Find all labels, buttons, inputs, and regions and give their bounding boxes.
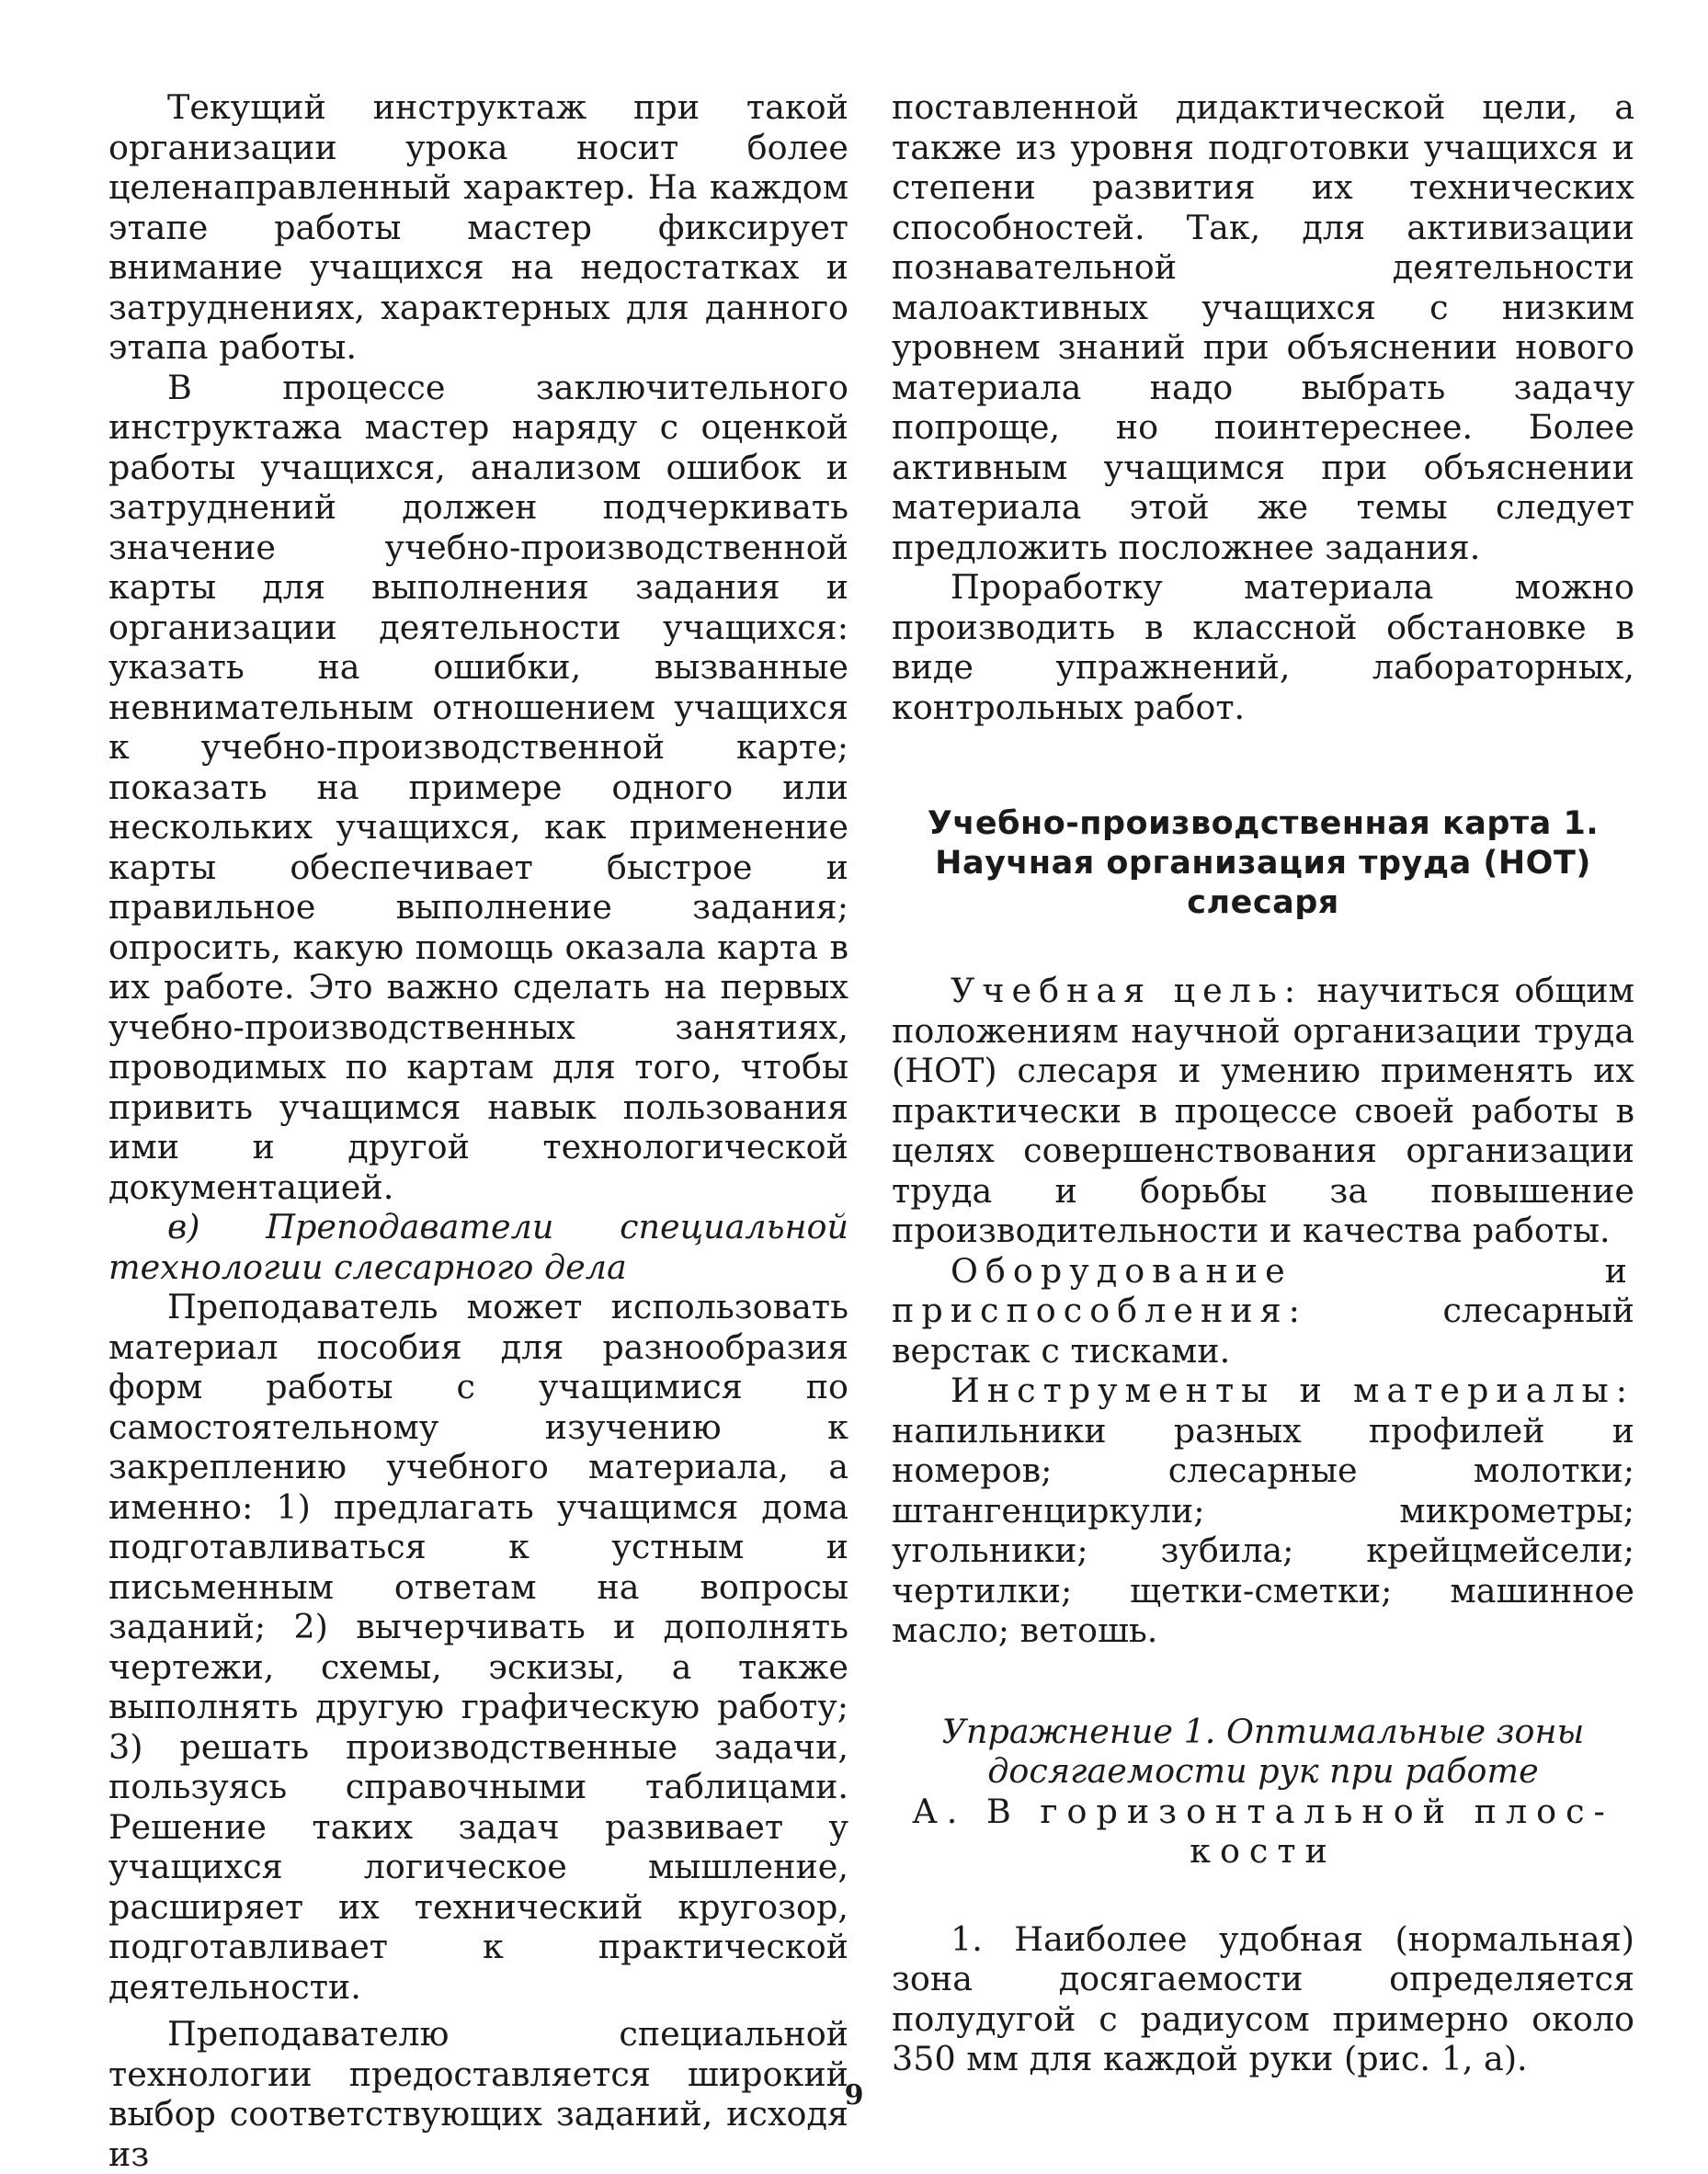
goal-label: Учебная цель:: [951, 971, 1304, 1010]
right-column: [892, 87, 1634, 2079]
exercise-title-line: Упражнение 1. Оптимальные зоны: [941, 1711, 1585, 1751]
left-column: [108, 87, 848, 2174]
tools-paragraph: [892, 1371, 1634, 1651]
subtitle-line: кости: [1190, 1831, 1337, 1871]
heading-line: Учебно-производственная карта 1.: [927, 805, 1600, 842]
goal-text: научиться общим положениям научной организации труда (НОТ) слесаря и умению применять их практически в процессе своей работы в целях совершенствования организации труда и борьбы за повышение производительности и качества работы.: [892, 971, 1634, 1250]
goal-paragraph: [892, 971, 1634, 1251]
exercise-title-line: досягаемости рук при работе: [987, 1751, 1539, 1791]
equipment-label: Оборудование и приспособления:: [892, 1250, 1634, 1330]
tools-label: Инструменты и материалы:: [951, 1371, 1634, 1410]
paragraph: Текущий инструктаж при такой организации урока носит более целенаправленный характер. На каждом этапе работы мастер фиксирует внимание учащихся на недостатках и затруднениях, характерных для данного этапа работы.: [108, 87, 848, 367]
page-number: 9: [844, 2079, 864, 2111]
equipment-text: слесарный верстак с тисками.: [892, 1291, 1634, 1371]
paragraph: 1. Наиболее удобная (нормальная) зона досягаемости определяется полудугой с радиусом примерно около 350 мм для каждой руки (рис. 1, а).: [892, 1918, 1634, 2078]
paragraph: Преподавателю специальной технологии предоставляется широкий выбор соответствующих заданий, исходя из: [108, 2014, 848, 2174]
heading-line: слесаря: [1187, 884, 1339, 921]
equipment-paragraph: [892, 1251, 1634, 1372]
subtitle-line: А. В горизонтальной плос-: [912, 1791, 1614, 1831]
exercise-title: [892, 1712, 1634, 1792]
paragraph: поставленной дидактической цели, а также из уровня подготовки учащихся и степени развития их технических способностей. Так, для активизации познавательной деятельности малоактивных учащихся с низким уровнем знаний при объяснении нового материала надо выбрать задачу попроще, но поинтереснее. Более активным учащимся при объяснении материала этой же темы следует предложить посложнее задания.: [892, 87, 1634, 567]
heading-line: Научная организация труда (НОТ): [935, 845, 1591, 882]
section-subheading: в) Преподаватели специальной технологии слесарного дела: [108, 1207, 848, 1287]
paragraph: В процессе заключительного инструктажа мастер наряду с оценкой работы учащихся, анализом ошибок и затруднений должен подчеркивать значение учебно-производственной карты для выполнения задания и организации деятельности учащихся: указать на ошибки, вызванные невнимательным отношением учащихся к учебно-производственной карте; показать на примере одного или нескольких учащихся, как применение карты обеспечивает быстрое и правильное выполнение задания; опросить, какую помощь оказала карта в их работе. Это важно сделать на первых учебно-производственных занятиях, проводимых по картам для того, чтобы привить учащимся навык пользования ими и другой технологической документацией.: [108, 367, 848, 1207]
section-heading: [892, 804, 1634, 923]
exercise-subtitle: [892, 1792, 1634, 1872]
paragraph: Преподаватель может использовать материал пособия для разнообразия форм работы с учащимися по самостоятельному изучению к закреплению учебного материала, а именно: 1) предлагать учащимся дома подготавливаться к устным и письменным ответам на вопросы заданий; 2) вычерчивать и дополнять чертежи, схемы, эскизы, а также выполнять другую графическую работу; 3) решать производственные задачи, пользуясь справочными таблицами. Решение таких задач развивает у учащихся логическое мышление, расширяет их технический кругозор, подготавливает к практической деятельности.: [108, 1287, 848, 2007]
tools-text: напильники разных профилей и номеров; слесарные молотки; штангенциркули; микрометры; угольники; зубила; крейцмейсели; чертилки; щетки-сметки; машинное масло; ветошь.: [892, 1410, 1634, 1650]
paragraph: Проработку материала можно производить в классной обстановке в виде упражнений, лабораторных, контрольных работ.: [892, 567, 1634, 727]
